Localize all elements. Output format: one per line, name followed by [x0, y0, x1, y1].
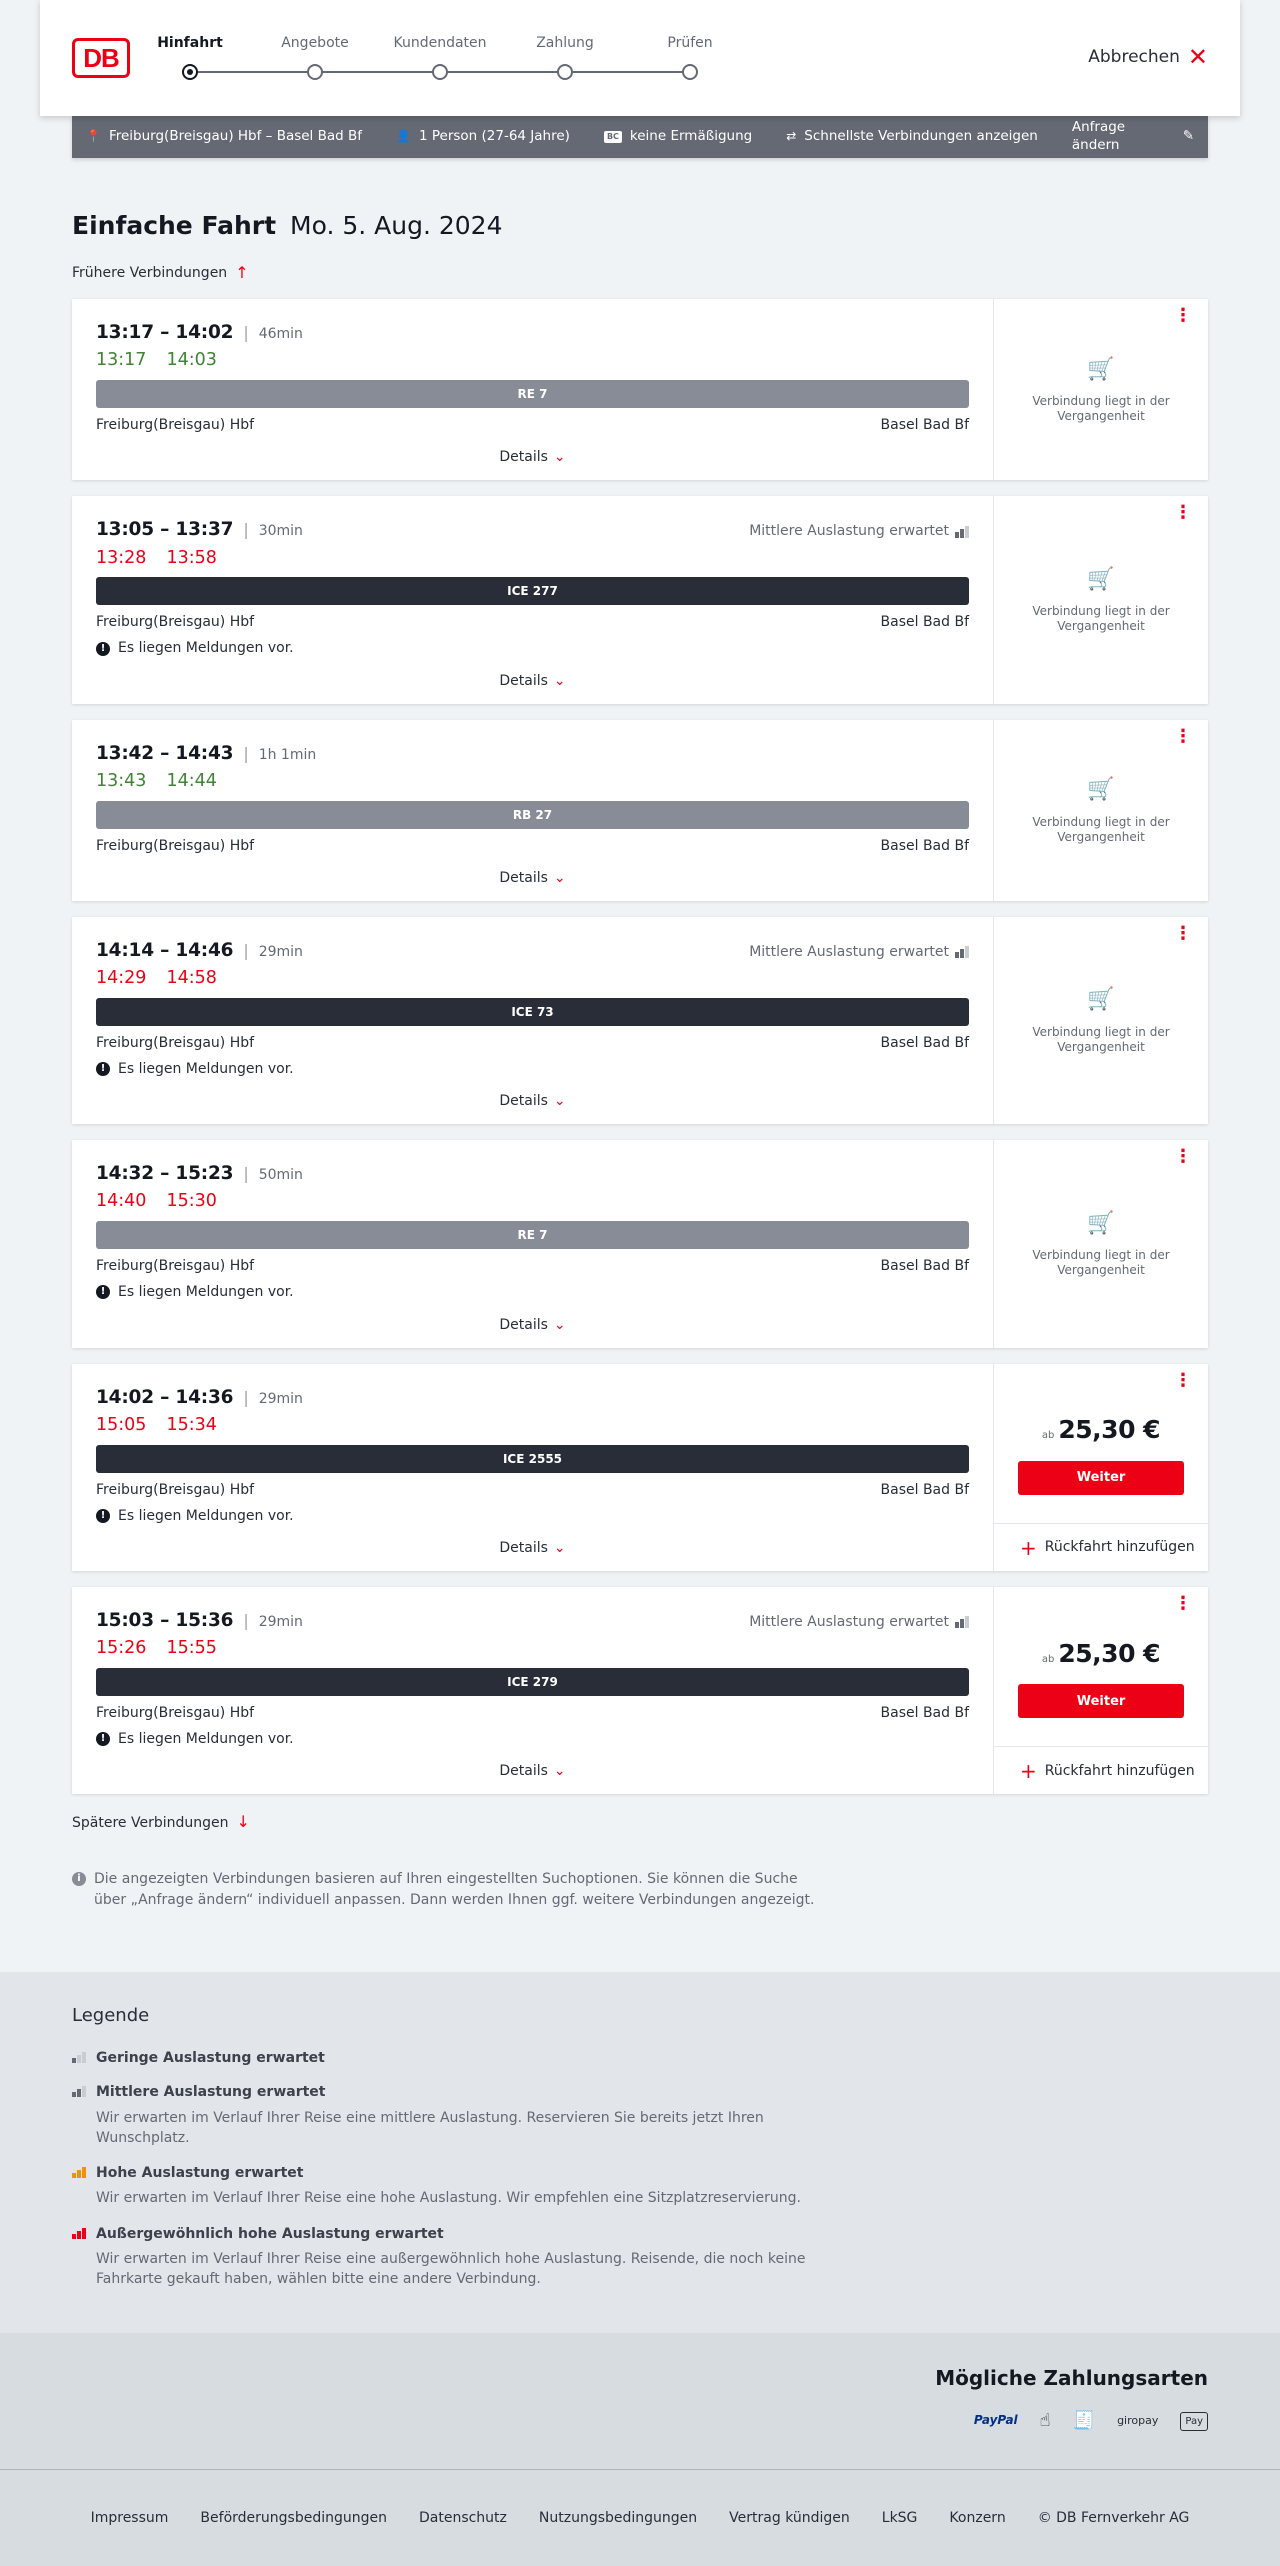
occupancy-icon: [955, 946, 969, 958]
offer-panel: [994, 1587, 1208, 1794]
connection-card: [72, 1587, 1208, 1794]
step-dot: [307, 64, 323, 80]
service-message-text: Es liegen Meldungen vor.: [118, 1284, 294, 1301]
occupancy-icon: [955, 1616, 969, 1628]
query-discount: [604, 128, 752, 146]
origin-station: Freiburg(Breisgau) Hbf: [96, 614, 255, 631]
service-message-text: Es liegen Meldungen vor.: [118, 1731, 294, 1748]
train-line-bar[interactable]: ICE 73: [96, 998, 969, 1026]
alert-icon: !: [96, 642, 110, 656]
duration: 30min: [258, 523, 303, 540]
realtime-departure: 15:26: [96, 1638, 147, 1659]
scheduled-times: 13:17 – 14:02: [96, 322, 234, 344]
realtime-times: [96, 1190, 969, 1213]
service-message[interactable]: [96, 1283, 969, 1301]
destination-station: Basel Bad Bf: [880, 1258, 969, 1275]
connection-times: [96, 742, 969, 766]
connection-info: [72, 299, 994, 480]
separator: |: [243, 1387, 249, 1407]
connection-info: [72, 1587, 994, 1794]
travel-date: Mo. 5. Aug. 2024: [290, 211, 503, 240]
booking-stepper: [157, 34, 780, 84]
separator: |: [243, 323, 249, 343]
query-mode-text: Schnellste Verbindungen anzeigen: [804, 128, 1038, 145]
legend-item: [72, 2164, 1208, 2208]
details-label: Details: [499, 1763, 548, 1780]
price-value: 25,30 €: [1058, 1638, 1161, 1668]
separator: |: [243, 1164, 249, 1184]
chevron-down-icon: ⌄: [553, 869, 566, 886]
cart-unavailable-icon: 🛒: [1087, 566, 1115, 592]
more-options-icon[interactable]: ⋮: [1174, 1593, 1192, 1615]
origin-station: Freiburg(Breisgau) Hbf: [96, 1481, 255, 1498]
details-toggle[interactable]: [96, 1092, 969, 1110]
connection-info: [72, 1140, 994, 1347]
stations-row: [96, 1481, 969, 1499]
occupancy-level-icon: [72, 2086, 86, 2097]
footer-link-nutzungsbedingungen[interactable]: Nutzungsbedingungen: [538, 2509, 698, 2526]
connection-info: [72, 720, 994, 901]
page-title: Einfache Fahrt: [72, 211, 277, 240]
service-message[interactable]: [96, 1507, 969, 1525]
legend-item-description: Wir erwarten im Verlauf Ihrer Reise eine mittlere Auslastung. Reservieren Sie bereits jetzt Ihren Wunschplatz.: [96, 2109, 764, 2146]
occupancy-level-icon: [72, 2052, 86, 2063]
origin-station: Freiburg(Breisgau) Hbf: [96, 1258, 255, 1275]
realtime-times: [96, 967, 969, 990]
step-label: Prüfen: [667, 35, 713, 51]
step-label: Zahlung: [536, 35, 594, 51]
realtime-arrival: 14:44: [166, 770, 217, 791]
plus-icon: +: [1020, 1758, 1037, 1783]
alert-icon: !: [96, 1285, 110, 1299]
legend-items: [72, 2049, 1208, 2289]
paypal-icon: PayPal: [973, 2413, 1018, 2428]
info-icon: i: [72, 1872, 86, 1886]
legend-item: [72, 2225, 1208, 2290]
details-label: Details: [499, 672, 548, 689]
realtime-arrival: 14:03: [166, 350, 217, 371]
price-prefix: ab: [1041, 1430, 1055, 1442]
legend-item-description: Wir erwarten im Verlauf Ihrer Reise eine außergewöhnlich hohe Auslastung. Reisende, die noch keine Fahrkarte gekauft haben, wählen bitte eine andere Verbindung.: [96, 2250, 806, 2288]
continue-button[interactable]: Weiter: [1018, 1684, 1184, 1718]
realtime-departure: 14:29: [96, 968, 147, 989]
occupancy-indicator[interactable]: [749, 522, 969, 540]
realtime-departure: 14:40: [96, 1191, 147, 1212]
occupancy-label: Mittlere Auslastung erwartet: [749, 523, 949, 540]
close-icon: ✕: [1187, 43, 1208, 72]
add-return-trip-button[interactable]: [994, 1523, 1208, 1571]
step-pruefen: [630, 34, 750, 80]
chevron-down-icon: ⌄: [553, 672, 566, 689]
sepa-invoice-icon: 🧾: [1072, 2410, 1096, 2432]
chevron-down-icon: ⌄: [553, 1093, 566, 1110]
payment-methods: [0, 2333, 1280, 2469]
footer-link-befoerderungsbedingungen[interactable]: Beförderungsbedingungen: [200, 2509, 387, 2526]
origin-station: Freiburg(Breisgau) Hbf: [96, 837, 255, 854]
offer-panel: [994, 299, 1208, 480]
more-options-icon[interactable]: ⋮: [1174, 1369, 1192, 1391]
destination-station: Basel Bad Bf: [880, 1704, 969, 1721]
scheduled-times: 13:05 – 13:37: [96, 519, 234, 541]
origin-station: Freiburg(Breisgau) Hbf: [96, 1704, 255, 1721]
realtime-times: [96, 1637, 969, 1660]
more-options-icon[interactable]: ⋮: [1174, 305, 1192, 327]
train-line-bar[interactable]: ICE 279: [96, 1668, 969, 1696]
legend-item-title: Mittlere Auslastung erwartet: [96, 2084, 326, 2101]
duration: 1h 1min: [258, 746, 317, 763]
giropay-icon: giropay: [1117, 2414, 1159, 2427]
later-connections-link[interactable]: [72, 1812, 1208, 1833]
details-toggle[interactable]: [96, 672, 969, 690]
details-label: Details: [499, 869, 548, 886]
page-title-row: [72, 210, 1208, 243]
train-line-bar[interactable]: ICE 277: [96, 577, 969, 605]
query-passengers-text: 1 Person (27-64 Jahre): [418, 128, 570, 145]
legend-text: [96, 2049, 325, 2067]
earlier-connections-link[interactable]: [72, 263, 1208, 284]
scheduled-times: 14:14 – 14:46: [96, 940, 234, 961]
scheduled-times: 14:02 – 14:36: [96, 1386, 234, 1408]
search-query-bar: [72, 116, 1208, 158]
offer-panel: [994, 917, 1208, 1124]
connection-list: [72, 299, 1208, 1794]
service-message-text: Es liegen Meldungen vor.: [118, 640, 294, 657]
price-value: 25,30 €: [1058, 1415, 1161, 1445]
realtime-arrival: 14:58: [166, 968, 217, 989]
later-connections-label: Spätere Verbindungen: [72, 1814, 229, 1831]
separator: |: [243, 1611, 249, 1631]
stations-row: [96, 1034, 969, 1052]
legend-item-title: Hohe Auslastung erwartet: [96, 2165, 304, 2182]
cart-unavailable-icon: 🛒: [1087, 356, 1115, 382]
cart-unavailable-icon: 🛒: [1087, 987, 1115, 1013]
connection-card: [72, 720, 1208, 901]
add-return-trip-label: Rückfahrt hinzufügen: [1044, 1539, 1195, 1556]
origin-station: Freiburg(Breisgau) Hbf: [96, 1034, 255, 1051]
occupancy-label: Mittlere Auslastung erwartet: [749, 1614, 949, 1631]
footer: [0, 2470, 1280, 2566]
occupancy-label: Mittlere Auslastung erwartet: [749, 944, 949, 960]
step-label: Angebote: [281, 35, 349, 51]
legend-text: [96, 2225, 816, 2290]
price-display: [1042, 1638, 1160, 1671]
duration: 29min: [258, 1614, 303, 1631]
destination-station: Basel Bad Bf: [880, 614, 969, 631]
query-passengers: [396, 128, 570, 146]
realtime-times: [96, 770, 969, 793]
legend-text: [96, 2083, 816, 2148]
scheduled-times: 15:03 – 15:36: [96, 1610, 234, 1632]
connection-times: [96, 321, 969, 345]
service-message[interactable]: [96, 1730, 969, 1748]
duration: 50min: [258, 1167, 303, 1184]
stations-row: [96, 613, 969, 631]
alert-icon: !: [96, 1732, 110, 1746]
connection-card: [72, 1140, 1208, 1347]
connection-info: [72, 917, 994, 1124]
realtime-arrival: 13:58: [166, 547, 217, 568]
alert-icon: !: [96, 1509, 110, 1523]
separator: |: [243, 520, 249, 540]
details-toggle[interactable]: [96, 1316, 969, 1334]
occupancy-icon: [955, 526, 969, 538]
duration: 46min: [258, 326, 303, 343]
realtime-arrival: 15:30: [166, 1191, 217, 1212]
connection-card: [72, 496, 1208, 703]
apple-pay-label: Pay: [1185, 2415, 1203, 2427]
past-connection-text: Verbindung liegt in der Vergangenheit: [1032, 604, 1170, 634]
header: [40, 0, 1240, 116]
step-hinfahrt[interactable]: [130, 34, 250, 80]
train-line-bar[interactable]: RB 27: [96, 801, 969, 829]
occupancy-level-icon: [72, 2228, 86, 2239]
service-message-text: Es liegen Meldungen vor.: [118, 1060, 294, 1077]
legend-item: [72, 2049, 1208, 2067]
query-discount-text: keine Ermäßigung: [629, 128, 753, 145]
search-hint: [72, 1869, 832, 1910]
realtime-departure: 15:05: [96, 1414, 147, 1435]
offer-panel: [994, 1140, 1208, 1347]
occupancy-level-icon: [72, 2167, 86, 2178]
duration: 29min: [258, 1390, 303, 1407]
offer-panel: [994, 496, 1208, 703]
connection-times: [96, 518, 969, 542]
connection-card: [72, 1364, 1208, 1571]
occupancy-indicator[interactable]: [749, 1613, 969, 1631]
destination-station: Basel Bad Bf: [880, 417, 969, 434]
cancel-button[interactable]: [1088, 43, 1208, 72]
destination-station: Basel Bad Bf: [880, 1034, 969, 1051]
pencil-icon: ✎: [1182, 128, 1194, 145]
connection-times: [96, 1609, 969, 1633]
legend-item-title: Geringe Auslastung erwartet: [96, 2050, 325, 2067]
connection-times: [96, 1386, 969, 1410]
past-connection-notice: [994, 720, 1208, 901]
past-connection-notice: [994, 496, 1208, 703]
footer-link-konzern[interactable]: Konzern: [949, 2509, 1006, 2526]
payment-icons: [72, 2409, 1208, 2432]
step-angebote: [255, 34, 375, 80]
edit-query-button[interactable]: [1072, 119, 1194, 154]
price-prefix: ab: [1041, 1653, 1055, 1665]
add-return-trip-label: Rückfahrt hinzufügen: [1044, 1762, 1195, 1779]
step-label: Hinfahrt: [157, 35, 223, 51]
step-label: Kundendaten: [393, 35, 487, 51]
duration: 29min: [258, 944, 303, 960]
bahncard-icon: BC: [604, 131, 622, 143]
destination-station: Basel Bad Bf: [880, 1481, 969, 1498]
past-connection-text: Verbindung liegt in der Vergangenheit: [1032, 394, 1170, 424]
continue-button[interactable]: Weiter: [1018, 1461, 1184, 1495]
more-options-icon[interactable]: ⋮: [1174, 725, 1192, 747]
query-route: [86, 128, 362, 146]
occupancy-indicator[interactable]: [749, 943, 969, 961]
stations-row: [96, 837, 969, 855]
details-toggle[interactable]: [96, 1539, 969, 1557]
step-zahlung: [505, 34, 625, 80]
stations-row: [96, 416, 969, 434]
chevron-down-icon: ⌄: [553, 1763, 566, 1780]
offer-panel: [994, 1364, 1208, 1571]
connection-info: [72, 1364, 994, 1571]
realtime-departure: 13:28: [96, 547, 147, 568]
stations-row: [96, 1257, 969, 1275]
legend-item-title: Außergewöhnlich hohe Auslastung erwartet: [96, 2225, 444, 2242]
connection-times: [96, 1162, 969, 1186]
scheduled-times: 14:32 – 15:23: [96, 1163, 234, 1185]
scheduled-times: 13:42 – 14:43: [96, 742, 234, 764]
legend-text: [96, 2164, 816, 2208]
realtime-times: [96, 349, 969, 372]
chevron-down-icon: ⌄: [553, 449, 566, 466]
footer-copyright[interactable]: © DB Fernverkehr AG: [1037, 2509, 1190, 2526]
footer-link-vertrag-kuendigen[interactable]: Vertrag kündigen: [729, 2509, 850, 2526]
connection-card: [72, 299, 1208, 480]
past-connection-text: Verbindung liegt in der Vergangenheit: [1032, 814, 1170, 844]
query-mode: [786, 128, 1038, 146]
details-label: Details: [499, 1093, 548, 1110]
alert-icon: !: [96, 1062, 110, 1076]
stations-row: [96, 1704, 969, 1722]
connection-info: [72, 496, 994, 703]
cart-unavailable-icon: 🛒: [1087, 777, 1115, 803]
service-message[interactable]: [96, 1060, 969, 1078]
destination-station: Basel Bad Bf: [880, 837, 969, 854]
footer-link-lksg[interactable]: LkSG: [881, 2509, 918, 2526]
realtime-times: [96, 1414, 969, 1437]
main-content: [0, 210, 1280, 1910]
header-area: [0, 0, 1280, 116]
details-label: Details: [499, 1316, 548, 1333]
step-kundendaten: [380, 34, 500, 80]
train-line-bar[interactable]: ICE 2555: [96, 1445, 969, 1473]
db-logo[interactable]: DB: [72, 38, 130, 78]
step-dot: [432, 64, 448, 80]
realtime-times: [96, 547, 969, 570]
arrow-down-icon: ↓: [236, 1812, 250, 1832]
search-hint-text: Die angezeigten Verbindungen basieren auf Ihren eingestellten Suchoptionen. Sie können die Suche über „Anfrage ändern“ individuell anpassen. Dann werden Ihnen ggf. weitere Verbindungen angezeigt.: [94, 1871, 815, 1908]
legend-title: Legende: [72, 2004, 150, 2026]
more-options-icon[interactable]: ⋮: [1174, 923, 1192, 944]
chevron-down-icon: ⌄: [553, 1539, 566, 1556]
more-options-icon[interactable]: ⋮: [1174, 502, 1192, 524]
realtime-departure: 13:43: [96, 770, 147, 791]
details-label: Details: [499, 449, 548, 466]
realtime-arrival: 15:34: [166, 1414, 217, 1435]
offer-panel: [994, 720, 1208, 901]
realtime-arrival: 15:55: [166, 1638, 217, 1659]
query-route-text: Freiburg(Breisgau) Hbf – Basel Bad Bf: [108, 128, 363, 145]
legend-item: [72, 2083, 1208, 2148]
footer-link-impressum[interactable]: Impressum: [90, 2509, 169, 2526]
footer-link-datenschutz[interactable]: Datenschutz: [418, 2509, 507, 2526]
chevron-down-icon: ⌄: [553, 1316, 566, 1333]
train-line-bar[interactable]: RE 7: [96, 380, 969, 408]
edit-query-label: Anfrage ändern: [1071, 119, 1126, 153]
service-message[interactable]: [96, 639, 969, 657]
arrow-up-icon: ↑: [235, 262, 249, 282]
apple-pay-icon: [1180, 2412, 1208, 2431]
add-return-trip-button[interactable]: [994, 1746, 1208, 1794]
credit-card-hand-icon: ☝: [1039, 2410, 1051, 2432]
details-toggle[interactable]: [96, 448, 969, 466]
location-pin-icon: 📍: [86, 129, 101, 144]
legend: [0, 1972, 1280, 2334]
details-toggle[interactable]: [96, 869, 969, 887]
earlier-connections-label: Frühere Verbindungen: [72, 264, 228, 281]
origin-station: Freiburg(Breisgau) Hbf: [96, 417, 255, 434]
separator: |: [243, 941, 249, 960]
person-icon: 👤: [396, 129, 411, 144]
past-connection-notice: [994, 917, 1208, 1124]
separator: |: [243, 743, 249, 763]
past-connection-text: Verbindung liegt in der Vergangenheit: [1032, 1248, 1170, 1278]
payment-title: Mögliche Zahlungsarten: [935, 2366, 1208, 2391]
past-connection-notice: [994, 299, 1208, 480]
swap-arrows-icon: ⇄: [786, 129, 797, 144]
legend-item-description: Wir erwarten im Verlauf Ihrer Reise eine hohe Auslastung. Wir empfehlen eine Sitzplatzreservierung.: [96, 2190, 801, 2207]
realtime-departure: 13:17: [96, 350, 147, 371]
price-display: [1042, 1414, 1160, 1447]
step-dot: [557, 64, 573, 80]
train-line-bar[interactable]: RE 7: [96, 1221, 969, 1249]
connection-times: [96, 939, 969, 963]
past-connection-notice: [994, 1140, 1208, 1347]
past-connection-text: Verbindung liegt in der Vergangenheit: [1032, 1024, 1170, 1054]
plus-icon: +: [1020, 1535, 1037, 1560]
step-dot-active: [182, 64, 198, 80]
more-options-icon[interactable]: ⋮: [1174, 1146, 1192, 1168]
step-dot: [682, 64, 698, 80]
details-toggle[interactable]: [96, 1762, 969, 1780]
cancel-label: Abbrechen: [1088, 47, 1180, 67]
details-label: Details: [499, 1539, 548, 1556]
service-message-text: Es liegen Meldungen vor.: [118, 1507, 294, 1524]
connection-card: [72, 917, 1208, 1124]
cart-unavailable-icon: 🛒: [1087, 1210, 1115, 1236]
